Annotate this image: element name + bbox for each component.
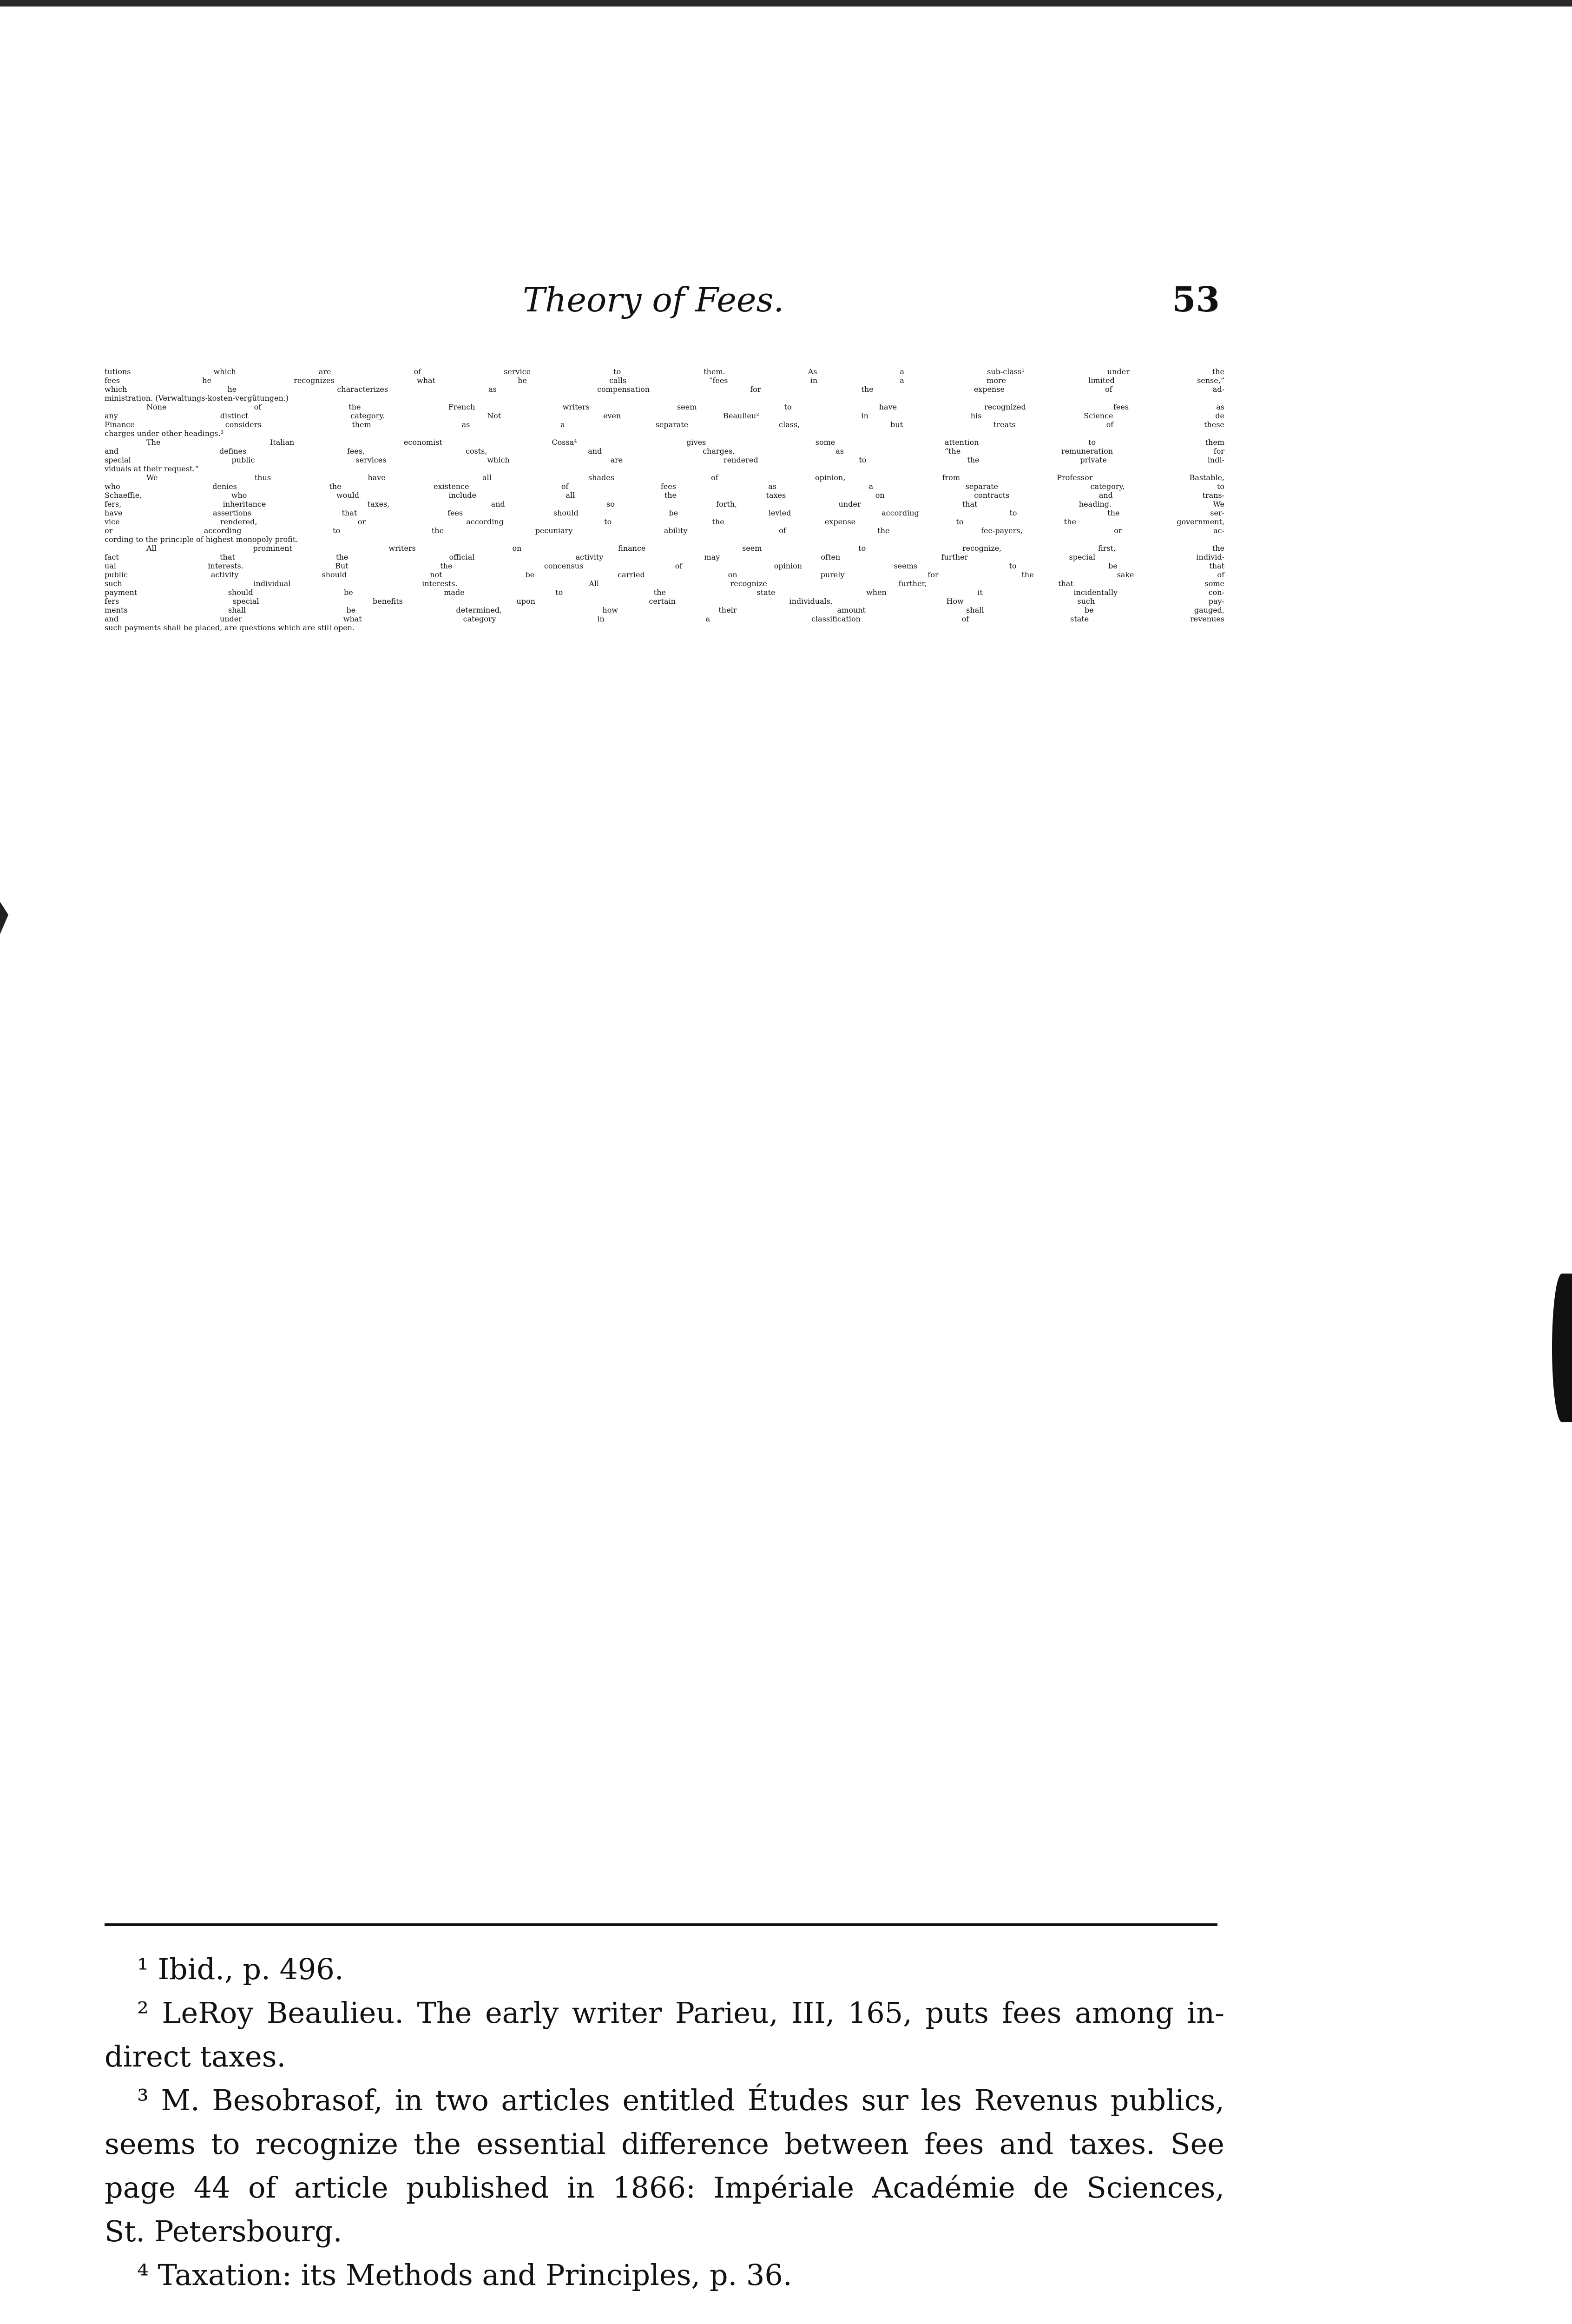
text-line: tutions which are of service to them. As a sub-class¹ under the [105, 367, 1224, 376]
scan-top-edge [0, 0, 1572, 7]
text-line: and under what category in a classification of state revenues [105, 614, 1224, 623]
footnote-rule [105, 1923, 1217, 1926]
paragraph [105, 544, 1224, 632]
footnote-line: direct taxes. [105, 2040, 286, 2073]
text-line: fers, inheritance taxes, and so forth, under that heading. We [105, 500, 1224, 508]
text-line: payment should be made to the state when it incidentally con- [105, 588, 1224, 597]
text-line: All prominent writers on finance seem to recognize, first, the [146, 544, 1224, 553]
scan-margin-mark [0, 902, 8, 934]
text-line: ual interests. But the concensus of opinion seems to be that [105, 561, 1224, 570]
text-line: and defines fees, costs, and charges, as “the remuneration for [105, 447, 1224, 456]
footnote-line: ² LeRoy Beaulieu. The early writer Parieu, III, 165, puts fees among in- [137, 1996, 1224, 2030]
text-line: fers special benefits upon certain individuals. How such pay- [105, 597, 1224, 606]
text-line: fees he recognizes what he calls “fees in a more limited sense,” [105, 376, 1224, 385]
text-line: None of the French writers seem to have recognized fees as [146, 403, 1224, 411]
paragraph [105, 367, 1224, 403]
text-line: cording to the principle of highest monopoly profit. [105, 535, 298, 544]
text-line: ments shall be determined, how their amount shall be gauged, [105, 606, 1224, 614]
text-line: fact that the official activity may often further special individ- [105, 553, 1224, 561]
text-line: any distinct category. Not even Beaulieu² in his Science de [105, 411, 1224, 420]
footnote-line: ¹ Ibid., p. 496. [137, 1952, 344, 1986]
paragraph [105, 473, 1224, 544]
text-line: ministration. (Verwaltungs-kosten-vergütungen.) [105, 394, 289, 403]
text-line: viduals at their request.” [105, 464, 199, 473]
text-line: Finance considers them as a separate class, but treats of these [105, 420, 1224, 429]
page-header [105, 279, 1220, 321]
text-line: who denies the existence of fees as a separate category, to [105, 482, 1224, 491]
footnote-line: page 44 of article published in 1866: Impériale Académie de Sciences, [105, 2171, 1224, 2205]
footnote [105, 2079, 1224, 2253]
scan-margin-mark [1552, 1274, 1572, 1422]
text-line: special public services which are rendered to the private indi- [105, 456, 1224, 464]
footnote-line: ³ M. Besobrasof, in two articles entitled Études sur les Revenus publics, [137, 2083, 1224, 2117]
text-line: We thus have all shades of opinion, from Professor Bastable, [146, 473, 1224, 482]
paragraph [105, 403, 1224, 438]
footnote [105, 1991, 1224, 2079]
footnote-line: seems to recognize the essential difference between fees and taxes. See [105, 2127, 1224, 2161]
page-number: 53 [1172, 280, 1220, 320]
footnote [105, 1948, 1224, 1991]
text-line: Schaeffie, who would include all the taxes on contracts and trans- [105, 491, 1224, 500]
text-line: or according to the pecuniary ability of the fee-payers, or ac- [105, 526, 1224, 535]
paragraph [105, 438, 1224, 473]
running-head: Theory of Fees. [523, 280, 784, 319]
body-text [105, 367, 1224, 632]
text-line: public activity should not be carried on purely for the sake of [105, 570, 1224, 579]
footnote-line: St. Petersbourg. [105, 2214, 342, 2248]
text-line: such payments shall be placed, are questions which are still open. [105, 623, 355, 632]
text-line: vice rendered, or according to the expense to the government, [105, 517, 1224, 526]
text-line: have assertions that fees should be levied according to the ser- [105, 508, 1224, 517]
text-line: charges under other headings.³ [105, 429, 224, 438]
text-line: which he characterizes as compensation for the expense of ad- [105, 385, 1224, 394]
footnote-line: ⁴ Taxation: its Methods and Principles, p. 36. [137, 2258, 792, 2292]
text-line: such individual interests. All recognize further, that some [105, 579, 1224, 588]
footnote [105, 2253, 1224, 2297]
text-line: The Italian economist Cossa⁴ gives some attention to them [146, 438, 1224, 447]
footnotes [105, 1948, 1224, 2297]
